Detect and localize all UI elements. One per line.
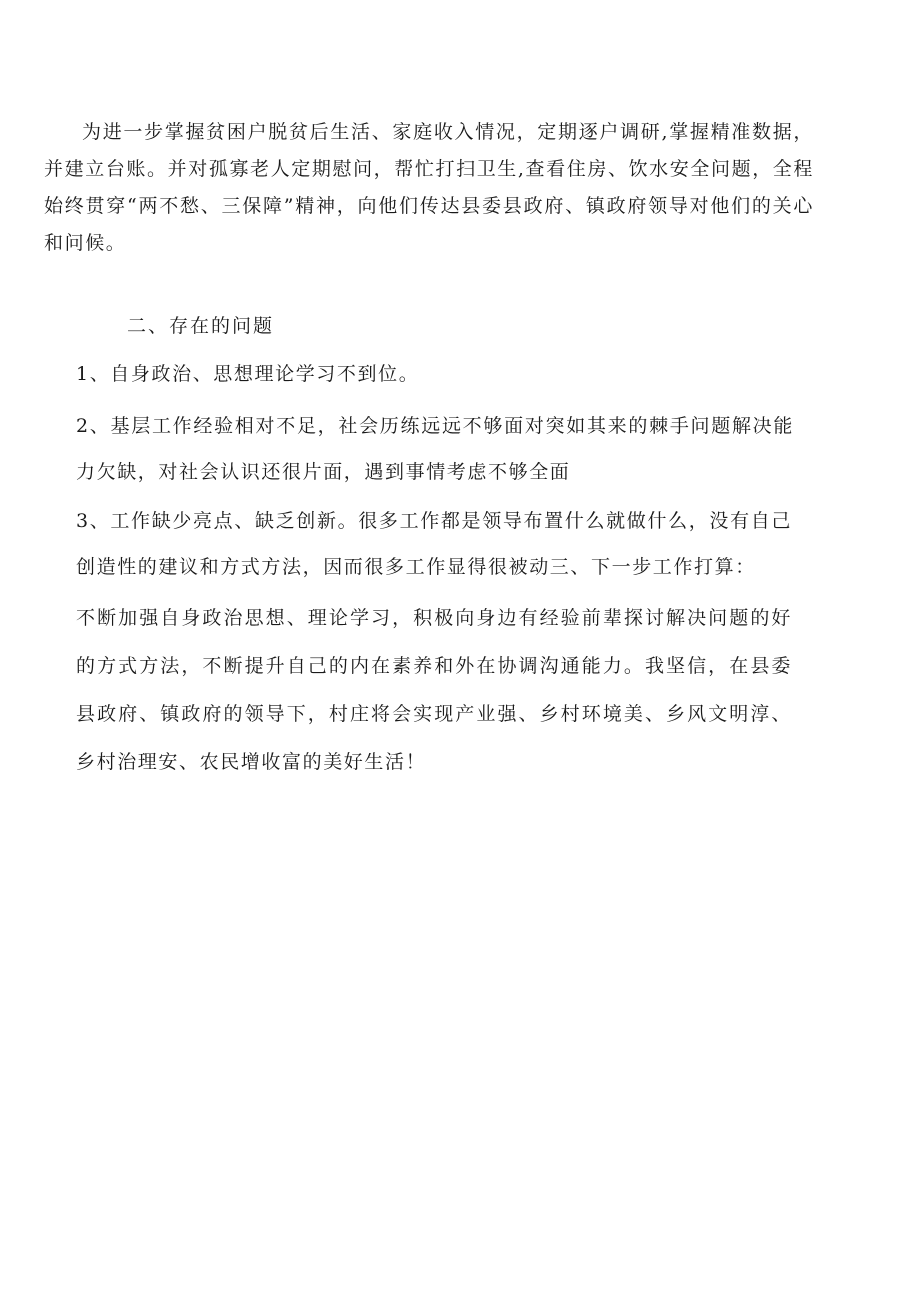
intro-paragraph: 为进一步掌握贫困户脱贫后生活、家庭收入情况，定期逐户调研,掌握精准数据，并建立台账。并对孤寡老人定期慰问，帮忙打扫卫生,查看住房、饮水安全问题，全程始终贯穿“两不愁、三保障”精神，向他们传达县委县政府、镇政府领导对他们的关心和问候。 <box>44 121 814 254</box>
problem-item-2: 2、基层工作经验相对不足，社会历练远远不够面对突如其来的棘手问题解决能力欠缺，对社会认识还很片面，遇到事情考虑不够全面 <box>76 415 794 483</box>
problem-item-1: 1、自身政治、思想理论学习不到位。 <box>76 363 420 385</box>
plan-paragraph: 不断加强自身政治思想、理论学习，积极向身边有经验前辈探讨解决问题的好的方式方法，不断提升自己的内在素养和外在协调沟通能力。我坚信，在县委县政府、镇政府的领导下，村庄将会实现产业强、乡村环境美、乡风文明淳、乡村治理安、农民增收富的美好生活！ <box>76 607 792 773</box>
problem-item-3: 3、工作缺少亮点、缺乏创新。很多工作都是领导布置什么就做什么，没有自己创造性的建议和方式方法，因而很多工作显得很被动三、下一步工作打算： <box>76 510 792 578</box>
section-heading-problems: 二、存在的问题 <box>127 315 275 337</box>
